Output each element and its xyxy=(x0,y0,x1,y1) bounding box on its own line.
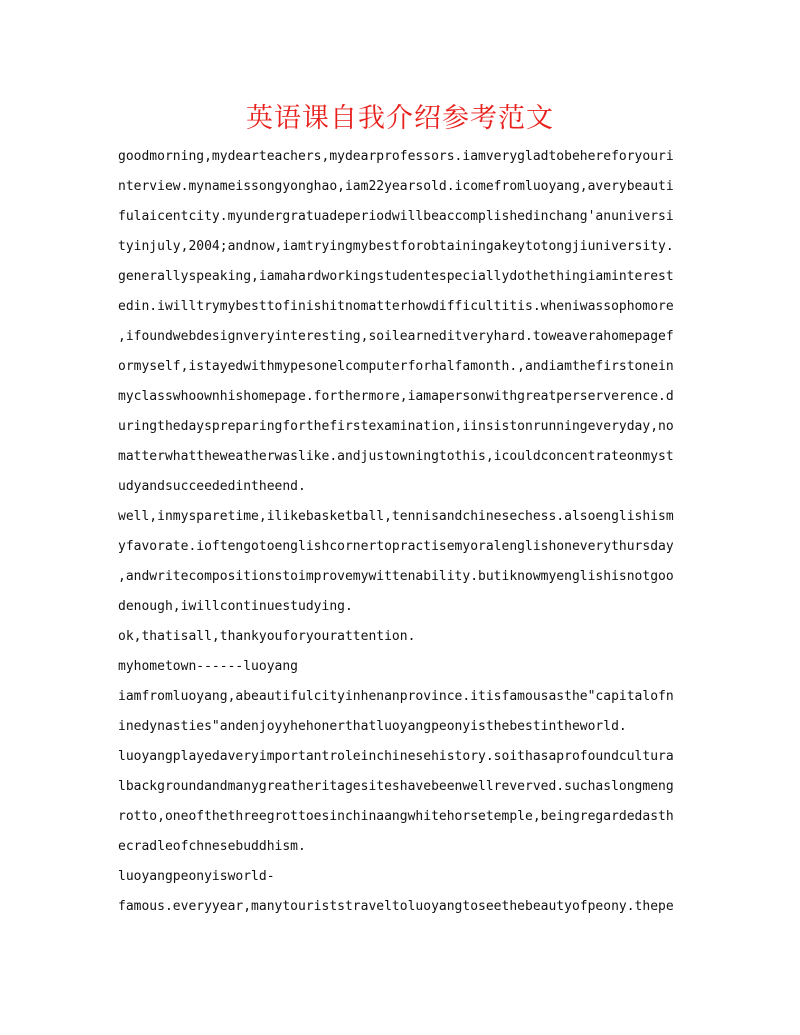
text-line: well,inmysparetime,ilikebasketball,tennisandchinesechess.alsoenglishism xyxy=(118,509,674,524)
text-line: goodmorning,mydearteachers,mydearprofessors.iamverygladtobehereforyouri xyxy=(118,149,674,164)
text-line: udyandsucceededintheend. xyxy=(118,479,306,494)
text-line: rotto,oneofthethreegrottoesinchinaangwhitehorsetemple,beingregardedasth xyxy=(118,809,674,824)
text-line: luoyangpeonyisworld- xyxy=(118,869,275,884)
text-line: matterwhattheweatherwaslike.andjustowningtothis,icouldconcentrateonmyst xyxy=(118,449,674,464)
text-line: nterview.mynameissongyonghao,iam22yearsold.icomefromluoyang,averybeauti xyxy=(118,179,674,194)
text-line: myclasswhoownhishomepage.forthermore,iamapersonwithgreatperserverence.d xyxy=(118,389,674,404)
text-line: fulaicentcity.myundergratuadeperiodwillbeaccomplishedinchang'anuniversi xyxy=(118,209,674,224)
text-line: edin.iwilltrymybesttofinishitnomatterhowdifficultitis.wheniwassophomore xyxy=(118,299,674,314)
text-line: generallyspeaking,iamahardworkingstudentespeciallydothethingiaminterest xyxy=(118,269,674,284)
text-line: inedynasties"andenjoyyhehonerthatluoyangpeonyisthebestintheworld. xyxy=(118,719,627,734)
page-title: 英语课自我介绍参考范文 xyxy=(246,103,554,134)
text-line: ok,thatisall,thankyouforyourattention. xyxy=(118,629,416,644)
text-line: ormyself,istayedwithmypesonelcomputerforhalfamonth.,andiamthefirstonein xyxy=(118,359,674,374)
text-line: denough,iwillcontinuestudying. xyxy=(118,599,353,614)
text-line: uringthedayspreparingforthefirstexamination,iinsistonrunningeveryday,no xyxy=(118,419,674,434)
text-line: lbackgroundandmanygreatheritagesiteshavebeenwellreverved.suchaslongmeng xyxy=(118,779,674,794)
text-line: tyinjuly,2004;andnow,iamtryingmybestforobtainingakeytotongjiuniversity. xyxy=(118,239,674,254)
text-line: ,andwritecompositionstoimprovemywittenability.butiknowmyenglishisnotgoo xyxy=(118,569,674,584)
text-line: ,ifoundwebdesignveryinteresting,soilearneditveryhard.toweaverahomepagef xyxy=(118,329,674,344)
text-line: luoyangplayedaveryimportantroleinchinesehistory.soithasaprofoundcultura xyxy=(118,749,674,764)
text-line: ecradleofchnesebuddhism. xyxy=(118,839,306,854)
text-line: iamfromluoyang,abeautifulcityinhenanprovince.itisfamousasthe"capitalofn xyxy=(118,689,674,704)
text-line: famous.everyyear,manytouriststraveltoluoyangtoseethebeautyofpeony.thepe xyxy=(118,899,674,914)
text-line: myhometown------luoyang xyxy=(118,659,299,674)
text-line: yfavorate.ioftengotoenglishcornertopractisemyoralenglishoneverythursday xyxy=(118,539,674,554)
